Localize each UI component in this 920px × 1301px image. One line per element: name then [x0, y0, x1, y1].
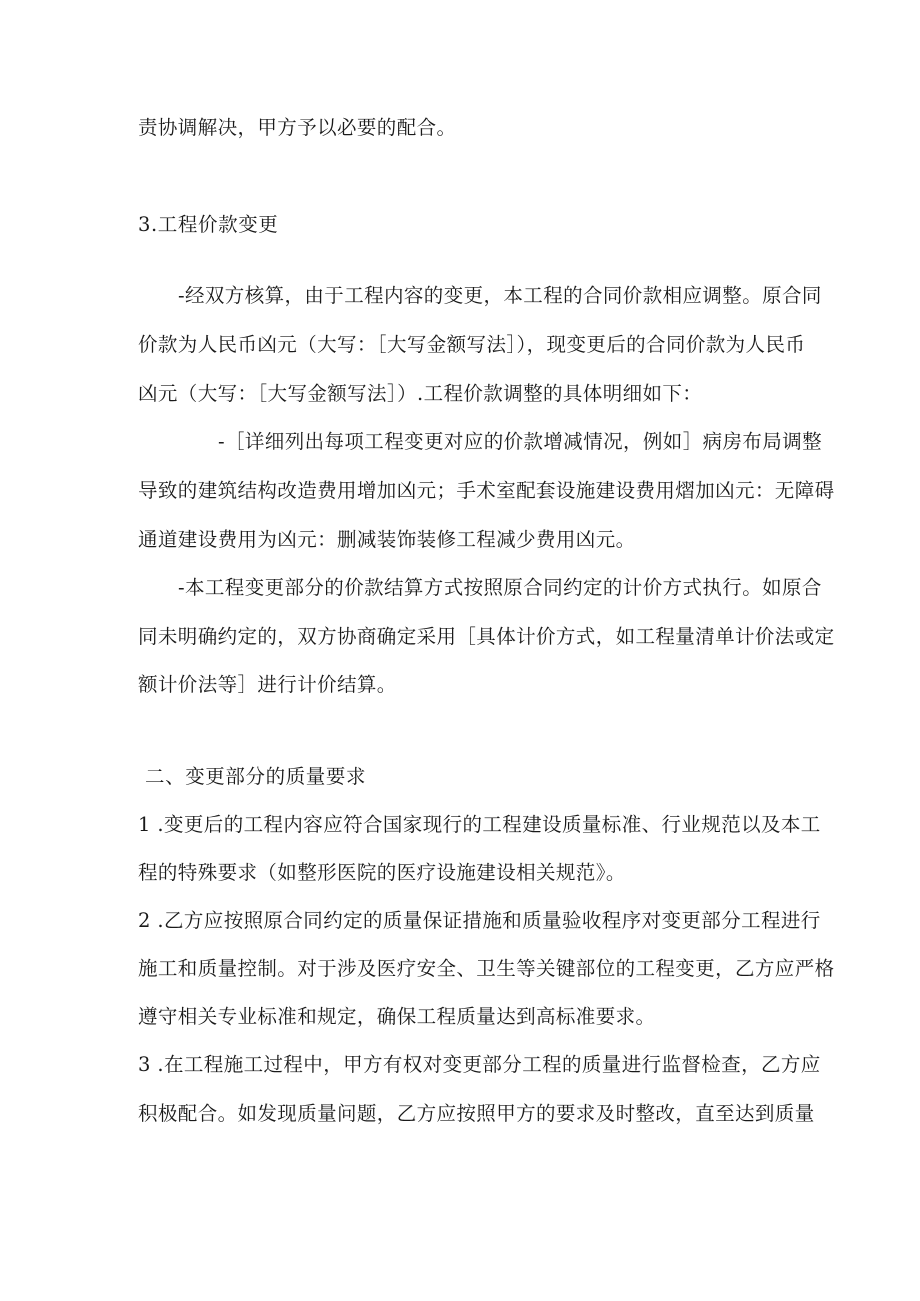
paragraph-line: 责协调解决，甲方予以必要的配合。 — [138, 116, 457, 139]
paragraph-line: 程的特殊要求（如整形医院的医疗设施建设相关规范》。 — [138, 861, 626, 884]
paragraph-line: 1 .变更后的工程内容应符合国家现行的工程建设质量标准、行业规范以及本工 — [138, 813, 821, 836]
section-heading: 3.工程价款变更 — [138, 213, 279, 236]
paragraph-line: 价款为人民币凶元（大写：［大写金额写法］），现变更后的合同价款为人民币 — [138, 333, 806, 356]
section-heading: 二、变更部分的质量要求 — [145, 765, 367, 788]
paragraph-line: -经双方核算，由于工程内容的变更，本工程的合同价款相应调整。原合同 — [178, 284, 822, 307]
paragraph-line: 凶元（大写：［大写金额写法］）.工程价款调整的具体明细如下： — [138, 382, 703, 405]
paragraph-line: 导致的建筑结构改造费用增加凶元；手术室配套设施建设费用熠加凶元：无障碍 — [138, 479, 835, 502]
paragraph-line: -本工程变更部分的价款结算方式按照原合同约定的计价方式执行。如原合 — [178, 576, 822, 599]
paragraph-line: 3 .在工程施工过程中，甲方有权对变更部分工程的质量进行监督检查，乙方应 — [138, 1053, 821, 1076]
paragraph-line: 施工和质量控制。对于涉及医疗安全、卫生等关键部位的工程变更，乙方应严格 — [138, 957, 835, 980]
paragraph-line: 遵守相关专业标准和规定，确保工程质量达到高标准要求。 — [138, 1005, 656, 1028]
paragraph-line: 额计价法等］进行计价结算。 — [138, 673, 397, 696]
paragraph-line: 2 .乙方应按照原合同约定的质量保证措施和质量验收程序对变更部分工程进行 — [138, 909, 821, 932]
paragraph-line: 积极配合。如发现质量问题，乙方应按照甲方的要求及时整改，直至达到质量 — [138, 1102, 815, 1125]
paragraph-line: 同未明确约定的，双方协商确定采用［具体计价方式，如工程量清单计价法或定 — [138, 625, 835, 648]
paragraph-line: 通道建设费用为凶元：删减装饰装修工程减少费用凶元。 — [138, 528, 636, 551]
paragraph-line: -［详细列出每项工程变更对应的价款增减情况，例如］病房布局调整 — [218, 430, 822, 453]
